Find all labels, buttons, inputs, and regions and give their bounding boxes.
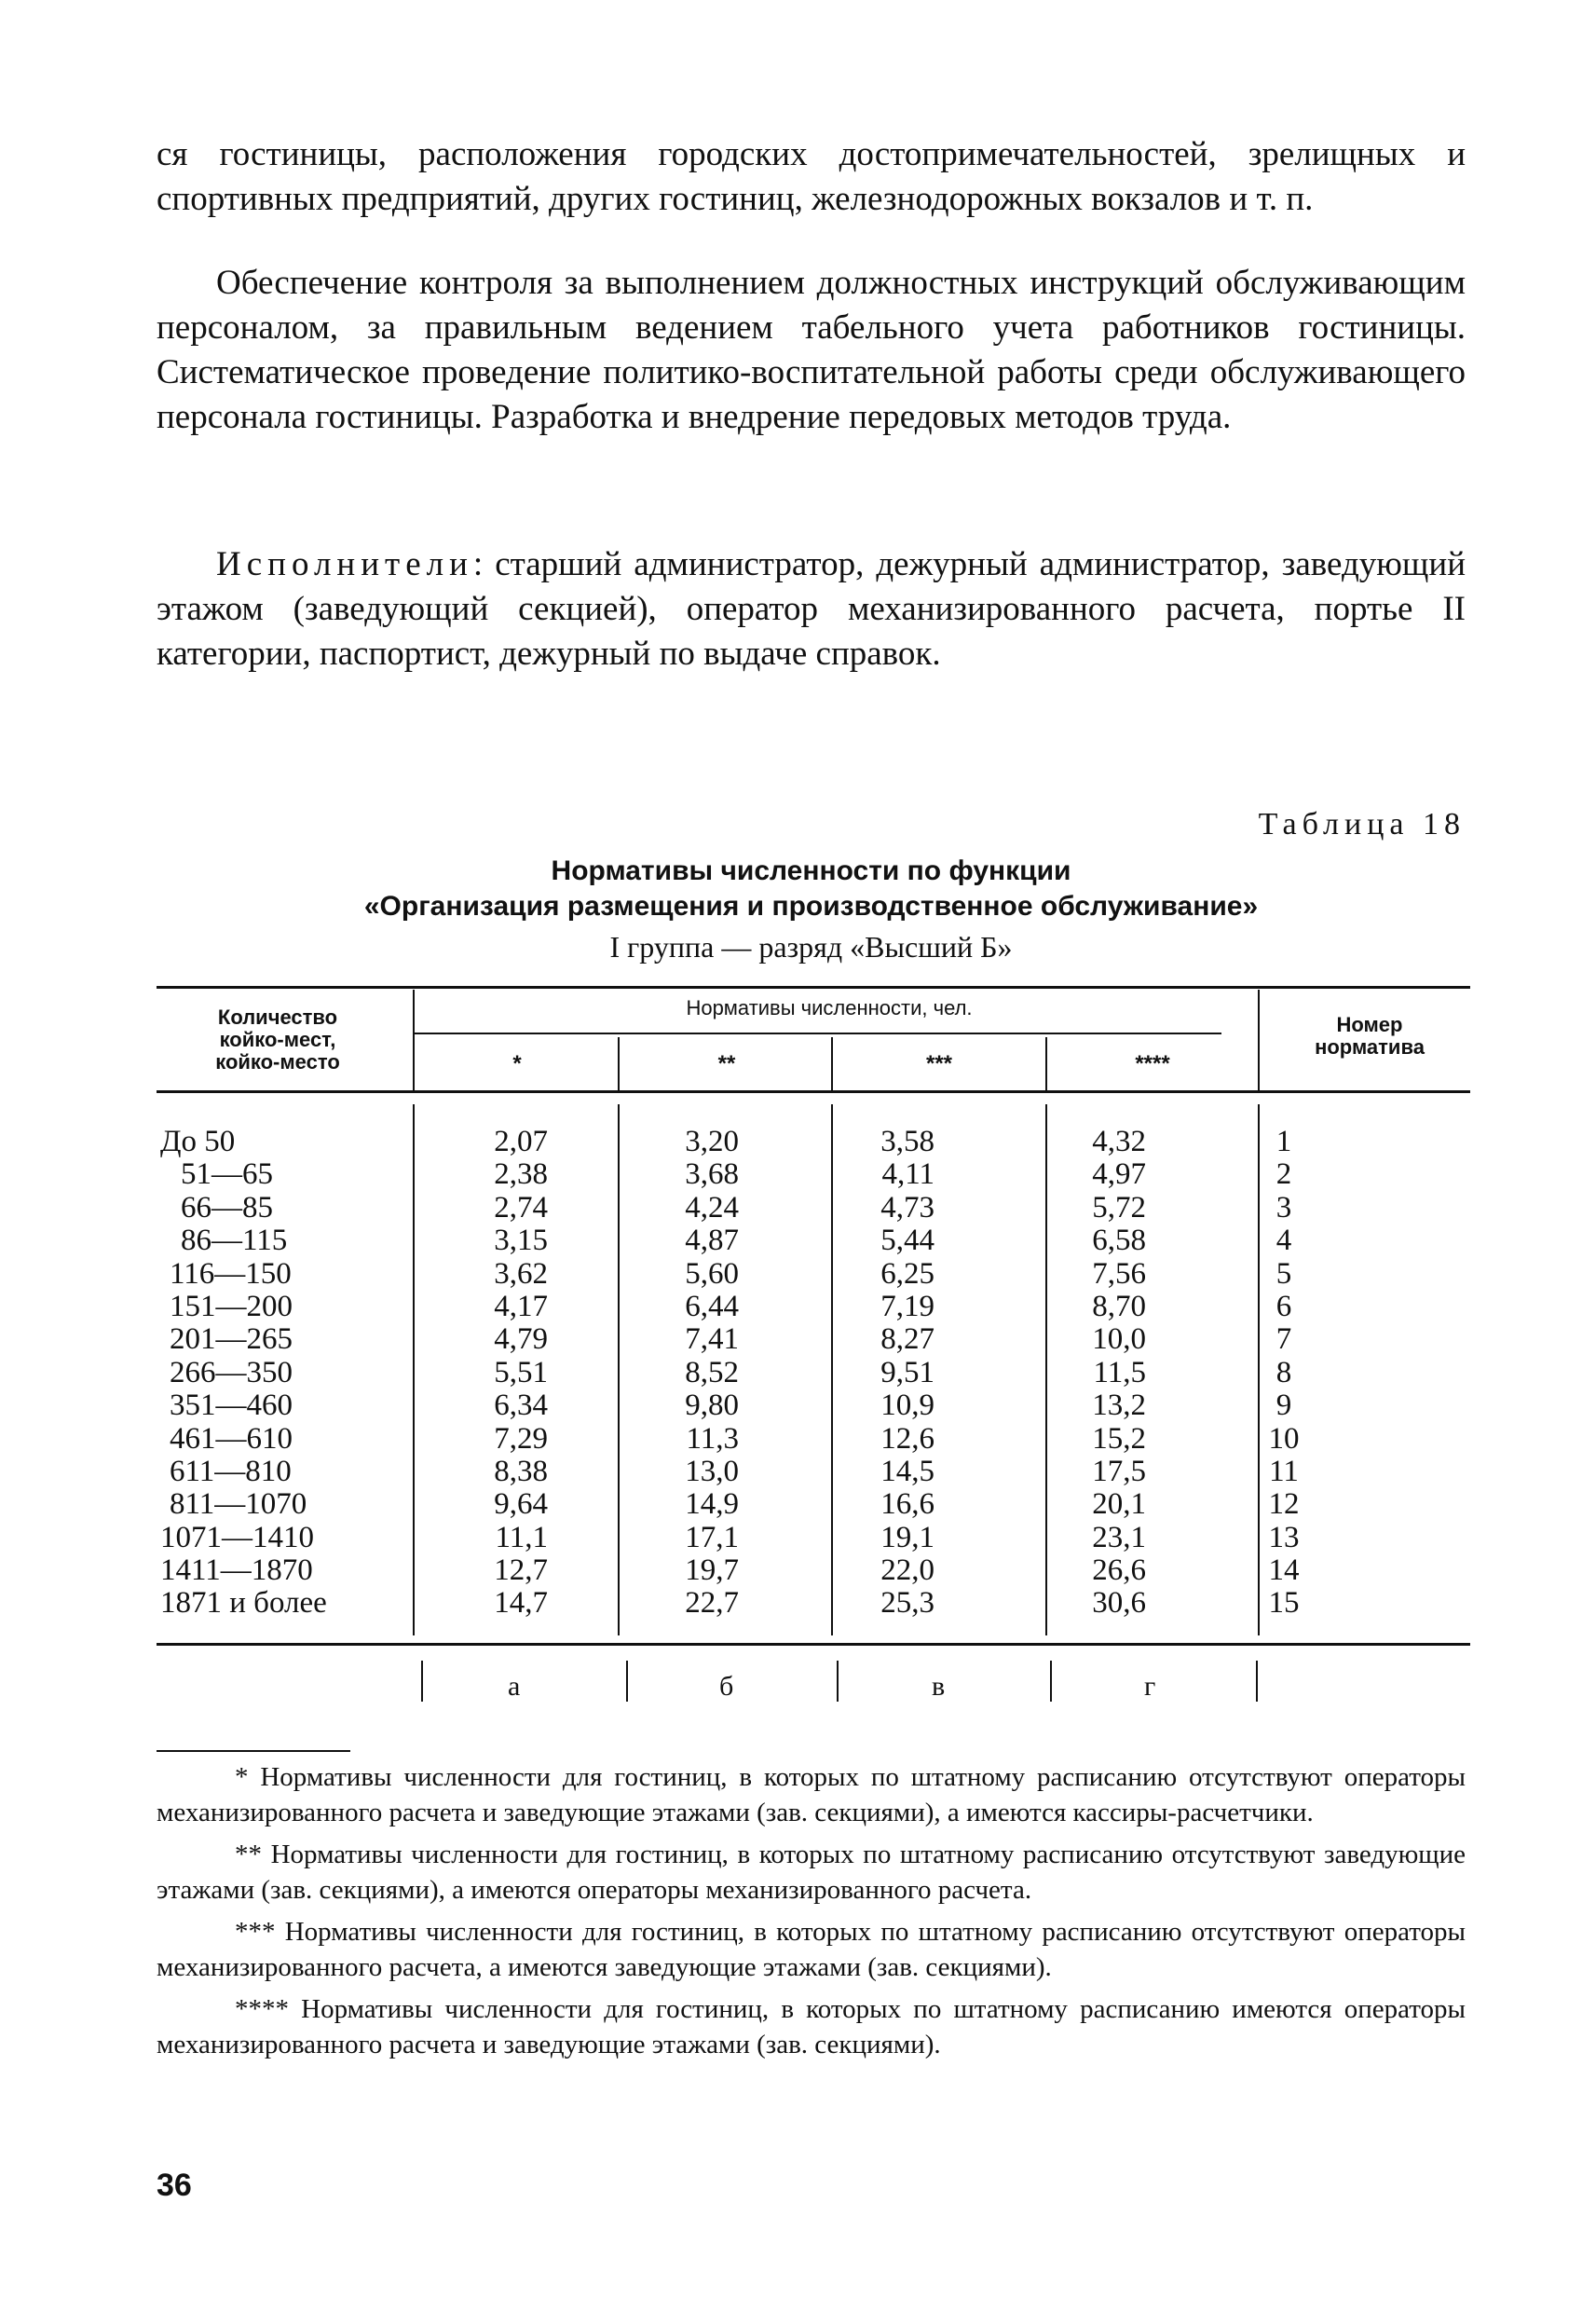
col-divider-5 <box>1258 990 1260 1092</box>
cell-g: 17,5 <box>1092 1454 1146 1488</box>
table-row <box>157 1126 1470 1158</box>
footnote-2: ** Нормативы численности для гостиниц, в которых по штатному расписанию отсутствуют заведующие этажами (зав. секциями), а имеются операторы механизированного расчета. <box>157 1840 1466 1905</box>
header-number: Номер норматива <box>1315 1013 1425 1059</box>
cell-range: 201—265 <box>170 1322 293 1357</box>
col-divider-2 <box>618 1037 620 1091</box>
cell-b: 5,60 <box>685 1256 739 1291</box>
table-row <box>157 1192 1470 1224</box>
cell-number: 14 <box>1268 1553 1300 1588</box>
cell-number: 11 <box>1269 1454 1299 1488</box>
cell-number: 5 <box>1275 1256 1292 1291</box>
cell-number: 4 <box>1275 1224 1292 1258</box>
table-row <box>157 1357 1470 1389</box>
table-row <box>157 1488 1470 1521</box>
cell-a: 11,1 <box>495 1520 548 1554</box>
column-letter-a: а <box>508 1671 521 1702</box>
cell-range: 1871 и более <box>160 1586 327 1621</box>
star-header-v: *** <box>925 1051 953 1076</box>
executors-text: : старший администратор, дежурный администратор, заведующий этажом (заведующий секцией), оператор механизированного расчета, портье II категории, паспортист, дежурный по выдаче справок. <box>157 545 1466 673</box>
cell-a: 5,51 <box>494 1355 548 1389</box>
cell-b: 4,24 <box>685 1190 739 1224</box>
cell-a: 3,15 <box>494 1224 548 1258</box>
cell-a: 2,07 <box>494 1125 548 1158</box>
cell-b: 6,44 <box>685 1289 739 1323</box>
cell-range: 66—85 <box>181 1190 273 1224</box>
cell-range: 351—460 <box>170 1389 293 1423</box>
table-row <box>157 1258 1470 1291</box>
cell-v: 19,1 <box>880 1520 934 1554</box>
cell-b: 4,87 <box>685 1224 739 1258</box>
cell-range: 151—200 <box>170 1289 293 1323</box>
table-body <box>157 1126 1470 1621</box>
cell-b: 3,20 <box>685 1125 739 1158</box>
cell-a: 9,64 <box>494 1487 548 1522</box>
cell-g: 5,72 <box>1092 1190 1146 1224</box>
footer-divider-3 <box>837 1661 839 1702</box>
cell-g: 20,1 <box>1092 1487 1146 1522</box>
cell-range: 86—115 <box>181 1224 288 1258</box>
cell-v: 5,44 <box>880 1224 934 1258</box>
col-divider-3 <box>831 1037 833 1091</box>
table-row <box>157 1423 1470 1456</box>
cell-g: 30,6 <box>1092 1586 1146 1621</box>
footnote-separator <box>157 1750 350 1752</box>
cell-b: 3,68 <box>685 1157 739 1192</box>
cell-v: 8,27 <box>880 1322 934 1357</box>
cell-g: 8,70 <box>1092 1289 1146 1323</box>
table-row <box>157 1554 1470 1587</box>
cell-range: 116—150 <box>170 1256 292 1291</box>
footer-divider-2 <box>626 1661 628 1702</box>
footer-divider-4 <box>1050 1661 1052 1702</box>
column-letter-b: б <box>719 1671 734 1702</box>
cell-number: 3 <box>1275 1190 1292 1224</box>
footnote-4: **** Нормативы численности для гостиниц, в которых по штатному расписанию имеются операторы механизированного расчета и заведующие этажами (зав. секциями). <box>157 1994 1466 2059</box>
footer-divider-1 <box>421 1661 423 1702</box>
cell-a: 7,29 <box>494 1421 548 1456</box>
cell-b: 8,52 <box>685 1355 739 1389</box>
table-row <box>157 1522 1470 1554</box>
paragraph-2: Обеспечение контроля за выполнением должностных инструкций обслуживающим персоналом, за правильным ведением табельного учета работников гостиницы. Систематическое проведение политико-воспитательной работы среди обслуживающего персонала гостиницы. Разработка и внедрение передовых методов труда. <box>157 264 1466 436</box>
cell-a: 6,34 <box>494 1389 548 1423</box>
cell-range: 51—65 <box>181 1157 273 1192</box>
footer-divider-5 <box>1256 1661 1258 1702</box>
cell-v: 6,25 <box>880 1256 934 1291</box>
cell-number: 10 <box>1268 1421 1300 1456</box>
cell-b: 22,7 <box>685 1586 739 1621</box>
cell-b: 17,1 <box>685 1520 739 1554</box>
cell-range: 461—610 <box>170 1421 293 1456</box>
table-row <box>157 1323 1470 1356</box>
table-row <box>157 1224 1470 1257</box>
cell-number: 9 <box>1275 1389 1292 1423</box>
cell-b: 9,80 <box>685 1389 739 1423</box>
cell-b: 11,3 <box>686 1421 739 1456</box>
cell-a: 14,7 <box>494 1586 548 1621</box>
table-row <box>157 1456 1470 1488</box>
cell-range: 611—810 <box>170 1454 292 1488</box>
cell-g: 10,0 <box>1092 1322 1146 1357</box>
cell-a: 4,79 <box>494 1322 548 1357</box>
cell-v: 16,6 <box>880 1487 934 1522</box>
table-bottom-rule <box>157 1643 1470 1646</box>
cell-number: 1 <box>1275 1125 1292 1158</box>
table-row <box>157 1587 1470 1620</box>
table-row <box>157 1158 1470 1191</box>
paragraph-1: ся гостиницы, расположения городских достопримечательностей, зрелищных и спортивных предприятий, других гостиниц, железнодорожных вокзалов и т. п. <box>157 135 1466 218</box>
cell-v: 10,9 <box>880 1389 934 1423</box>
header-count: Количество койко-мест, койко-место <box>215 1006 340 1074</box>
norms-header-rule <box>413 1033 1221 1034</box>
cell-v: 14,5 <box>880 1454 934 1488</box>
cell-b: 13,0 <box>685 1454 739 1488</box>
cell-v: 22,0 <box>880 1553 934 1588</box>
cell-g: 15,2 <box>1092 1421 1146 1456</box>
star-header-g: **** <box>1135 1051 1170 1076</box>
footnotes <box>157 1759 1466 2069</box>
cell-a: 2,38 <box>494 1157 548 1192</box>
table-caption-line-1: Нормативы численности по функции <box>551 855 1071 886</box>
star-header-b: ** <box>717 1051 736 1076</box>
footnote-1: * Нормативы численности для гостиниц, в которых по штатному расписанию отсутствуют операторы механизированного расчета и заведующие этажами (зав. секциями), а имеются кассиры-расчетчики. <box>157 1762 1466 1827</box>
cell-a: 4,17 <box>494 1289 548 1323</box>
cell-b: 14,9 <box>685 1487 739 1522</box>
cell-g: 4,32 <box>1092 1125 1146 1158</box>
cell-range: 1411—1870 <box>160 1553 313 1588</box>
table-caption-line-3: I группа — разряд «Высший Б» <box>609 930 1013 964</box>
cell-a: 3,62 <box>494 1256 548 1291</box>
cell-range: До 50 <box>160 1125 236 1158</box>
cell-b: 7,41 <box>685 1322 739 1357</box>
cell-g: 4,97 <box>1092 1157 1146 1192</box>
star-header-a: * <box>512 1051 522 1076</box>
cell-v: 4,73 <box>880 1190 934 1224</box>
cell-range: 266—350 <box>170 1355 293 1389</box>
cell-number: 6 <box>1275 1289 1292 1323</box>
cell-v: 25,3 <box>880 1586 934 1621</box>
cell-v: 9,51 <box>880 1355 934 1389</box>
cell-number: 12 <box>1268 1487 1300 1522</box>
cell-g: 11,5 <box>1093 1355 1146 1389</box>
cell-v: 4,11 <box>881 1157 934 1192</box>
cell-range: 811—1070 <box>170 1487 307 1522</box>
page-number: 36 <box>157 2168 192 2203</box>
cell-g: 23,1 <box>1092 1520 1146 1554</box>
cell-b: 19,7 <box>685 1553 739 1588</box>
column-letter-g: г <box>1144 1671 1156 1702</box>
cell-number: 15 <box>1268 1586 1300 1621</box>
table-label: Таблица 18 <box>1258 807 1466 841</box>
cell-g: 7,56 <box>1092 1256 1146 1291</box>
col-divider-1 <box>413 990 415 1092</box>
cell-number: 8 <box>1275 1355 1292 1389</box>
cell-a: 12,7 <box>494 1553 548 1588</box>
cell-number: 7 <box>1275 1322 1292 1357</box>
cell-number: 13 <box>1268 1520 1300 1554</box>
cell-range: 1071—1410 <box>160 1520 314 1554</box>
header-bottom-rule <box>157 1090 1470 1093</box>
cell-g: 13,2 <box>1092 1389 1146 1423</box>
table-top-rule <box>157 986 1470 989</box>
cell-g: 6,58 <box>1092 1224 1146 1258</box>
table-caption-line-2: «Организация размещения и производственное обслуживание» <box>363 891 1259 922</box>
table-row <box>157 1389 1470 1422</box>
cell-number: 2 <box>1275 1157 1292 1192</box>
cell-v: 7,19 <box>880 1289 934 1323</box>
cell-v: 3,58 <box>880 1125 934 1158</box>
paragraph-3 <box>157 542 1466 677</box>
cell-v: 12,6 <box>880 1421 934 1456</box>
header-norms: Нормативы численности, чел. <box>686 996 973 1019</box>
col-divider-4 <box>1045 1037 1047 1091</box>
executors-label: Исполнители <box>216 545 473 583</box>
cell-a: 2,74 <box>494 1190 548 1224</box>
table-row <box>157 1291 1470 1323</box>
footnote-3: *** Нормативы численности для гостиниц, в которых по штатному расписанию отсутствуют операторы механизированного расчета, а имеются заведующие этажами (зав. секциями). <box>157 1917 1466 1982</box>
column-letter-v: в <box>932 1671 946 1702</box>
cell-g: 26,6 <box>1092 1553 1146 1588</box>
cell-a: 8,38 <box>494 1454 548 1488</box>
